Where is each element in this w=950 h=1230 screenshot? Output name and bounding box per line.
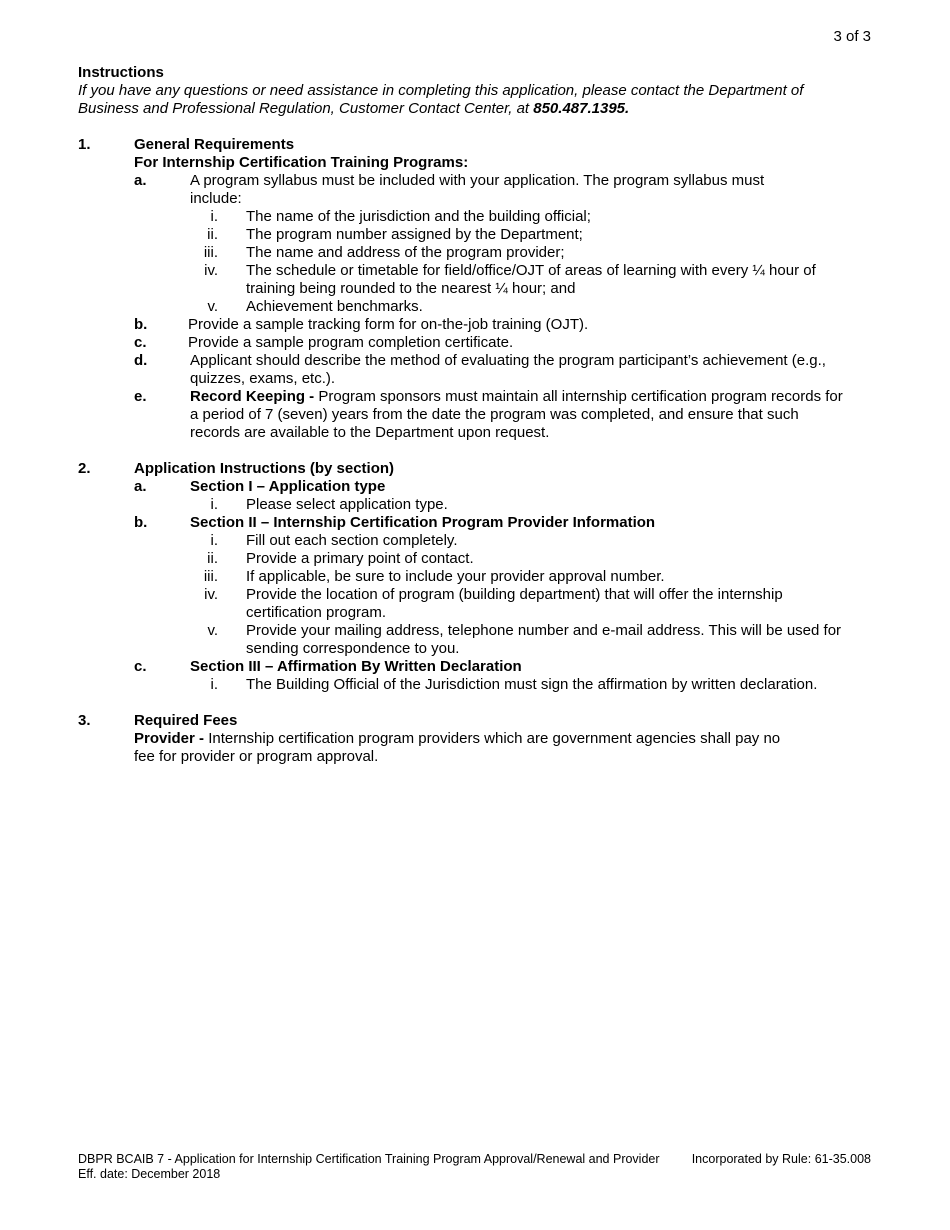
subitem-number: v.: [207, 298, 218, 315]
item-letter: c.: [134, 334, 147, 351]
section-title: General Requirements: [134, 136, 295, 153]
section-number: 1.: [78, 136, 91, 153]
item-title: Section I – Application type: [190, 478, 386, 495]
subitem-number: iv.: [204, 262, 218, 279]
subitem-text: If applicable, be sure to include your provider approval number.: [246, 568, 665, 585]
subitem-text: Provide the location of program (building department) that will offer the internship: [246, 586, 783, 603]
item-text: include:: [190, 190, 242, 207]
section-number: 2.: [78, 460, 91, 477]
subitem-text: The schedule or timetable for field/office/OJT of areas of learning with every ¼ hour of: [246, 262, 816, 279]
item-text: Provide a sample tracking form for on-the-job training (OJT).: [188, 316, 589, 333]
item-text: Provide a sample program completion certificate.: [188, 334, 514, 351]
subitem-number: ii.: [207, 226, 218, 243]
item-letter: d.: [134, 352, 148, 369]
subitem-text: The name of the jurisdiction and the building official;: [246, 208, 591, 225]
item-text: [190, 388, 843, 406]
instructions-text: [78, 82, 858, 118]
section-title: Application Instructions (by section): [134, 460, 395, 477]
subitem-number: iv.: [204, 586, 218, 603]
contact-phone: 850.487.1395.: [533, 100, 630, 117]
instructions-line-1: If you have any questions or need assistance in completing this application, please contact the Department of: [78, 82, 804, 99]
subitem-number: i.: [210, 532, 218, 549]
footer-rule: Incorporated by Rule: 61-35.008: [691, 1152, 871, 1166]
instructions-line-2-text: Business and Professional Regulation, Customer Contact Center, at: [78, 100, 534, 117]
section-number: 3.: [78, 712, 91, 729]
subitem-text: sending correspondence to you.: [246, 640, 460, 657]
item-text: A program syllabus must be included with your application. The program syllabus must: [190, 172, 765, 189]
item-text: Applicant should describe the method of evaluating the program participant’s achievement (e.g.,: [190, 352, 826, 369]
subitem-number: i.: [210, 496, 218, 513]
subitem-text: Achievement benchmarks.: [246, 298, 423, 315]
subitem-number: iii.: [203, 244, 218, 261]
record-keeping-text: Program sponsors must maintain all internship certification program records for: [318, 388, 843, 405]
section-title: Required Fees: [134, 712, 238, 729]
instructions-line-2: [78, 100, 858, 118]
subitem-text: The program number assigned by the Department;: [246, 226, 583, 243]
item-text: a period of 7 (seven) years from the date the program was completed, and ensure that such: [190, 406, 799, 423]
subitem-number: i.: [210, 208, 218, 225]
section-subtitle: For Internship Certification Training Programs:: [134, 154, 469, 171]
subitem-number: ii.: [207, 550, 218, 567]
subitem-text: Provide a primary point of contact.: [246, 550, 474, 567]
item-letter: e.: [134, 388, 147, 405]
subitem-text: The name and address of the program provider;: [246, 244, 565, 261]
form-title: DBPR BCAIB 7 - Application for Internship Certification Training Program Approval/Renewal and Provider: [78, 1152, 660, 1166]
item-title: Section II – Internship Certification Program Provider Information: [190, 514, 656, 531]
item-letter: c.: [134, 658, 147, 675]
fees-text: [134, 730, 780, 748]
footer-left: [78, 1152, 660, 1182]
subitem-text: certification program.: [246, 604, 387, 621]
item-text: quizzes, exams, etc.).: [190, 370, 336, 387]
provider-text: Internship certification program providers which are government agencies shall pay no: [208, 730, 781, 747]
subitem-text: training being rounded to the nearest ¼ hour; and: [246, 280, 576, 297]
effective-date: Eff. date: December 2018: [78, 1167, 221, 1181]
item-letter: b.: [134, 514, 148, 531]
subitem-text: Provide your mailing address, telephone number and e-mail address. This will be used for: [246, 622, 842, 639]
page-number: 3 of 3: [833, 28, 871, 45]
provider-label: Provider -: [134, 730, 209, 747]
subitem-text: Fill out each section completely.: [246, 532, 458, 549]
subitem-text: The Building Official of the Jurisdiction must sign the affirmation by written declaration.: [246, 676, 818, 693]
subitem-number: i.: [210, 676, 218, 693]
item-title: Section III – Affirmation By Written Declaration: [190, 658, 522, 675]
subitem-number: iii.: [203, 568, 218, 585]
item-text: records are available to the Department upon request.: [190, 424, 550, 441]
fees-text: fee for provider or program approval.: [134, 748, 379, 765]
record-keeping-label: Record Keeping -: [190, 388, 319, 405]
instructions-heading: Instructions: [78, 64, 164, 81]
subitem-number: v.: [207, 622, 218, 639]
item-letter: a.: [134, 478, 147, 495]
item-letter: a.: [134, 172, 147, 189]
subitem-text: Please select application type.: [246, 496, 448, 513]
item-letter: b.: [134, 316, 148, 333]
